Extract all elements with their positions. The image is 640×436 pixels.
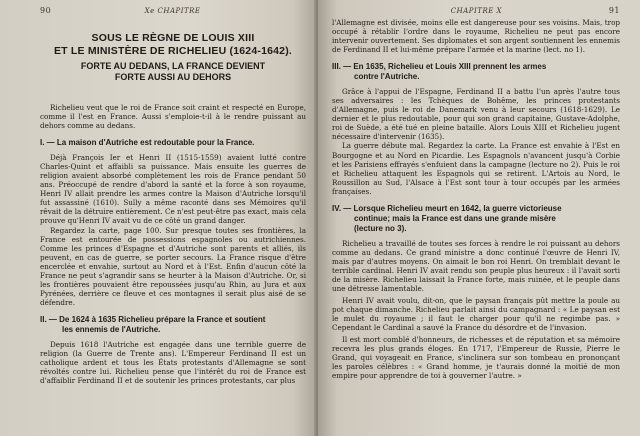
section-2-heading xyxy=(40,315,306,335)
right-running-head xyxy=(332,6,620,18)
section-3-paragraph-1: Grâce à l'appui de l'Espagne, Ferdinand II a battu l'un après l'autre tous ses adversaires : les Tchèques de Bohême, les princes protestants d'Allemagne, puis le roi de Danemark venu à leur secours (1618-1629). Le dernier et le plus redoutable, pour qui son grand capitaine, Gustave-Adolphe, roi de Suède, a été tué en pleine bataille. Alors Louis XIII et Richelieu jugent nécessaire d'intervenir (1635). xyxy=(332,87,620,142)
section-4-heading-line-3: (lecture no 3). xyxy=(354,223,407,233)
section-4-heading-line-2: continue; mais la France est dans une grande misère xyxy=(354,213,556,223)
chapter-title-line-1: SOUS LE RÈGNE DE LOUIS XIII xyxy=(91,32,255,44)
section-2-paragraph-1: Depuis 1618 l'Autriche est engagée dans une terrible guerre de religion (la Guerre de Trente ans). L'Empereur Ferdinand II est un catholique ardent et tous les États protestants d'Allemagne se sont révoltés contre lui. Richelieu pense que l'intérêt du roi de France est d'affaiblir Ferdinand II et de soutenir les princes protestants, car plus xyxy=(40,339,306,386)
section-3-heading-line-1: III. — En 1635, Richelieu et Louis XIII prennent les armes xyxy=(332,62,547,72)
left-chapter-label: Xe CHAPITRE xyxy=(144,7,201,15)
section-3-heading xyxy=(332,62,620,82)
left-page-number: 90 xyxy=(40,6,52,15)
section-1-paragraph-1: Déjà François Ier et Henri II (1515-1559) avaient lutté contre Charles-Quint et affaibli sa puissance. Mais ensuite les guerres de religion avaient absorbé complètement les rois de France pendant 50 ans. Préoccupé de rendre d'abord la santé et la force à son royaume, Henri IV allait prendre les armes contre la Maison d'Autriche lorsqu'il fut assassiné (1610). Sully a même raconté dans ses Mémoires qu'il rêvait de la détruire entièrement. Ce n'est peut-être pas exact, mais cela prouve qu'Henri IV avait vu de ce côté un grand danger. xyxy=(40,153,306,226)
right-page xyxy=(318,0,640,436)
section-2-heading-line-2: les ennemis de l'Autriche. xyxy=(62,324,161,334)
section-4-paragraph-1: Richelieu a travaillé de toutes ses forces à rendre le roi puissant au dehors comme au dedans. Ce grand ministre a donc continué l'œuvre de Henri IV, mais par d'autres moyens. On aimait le bon roi Henri. On tremblait devant le terrible cardinal. Henri IV avait rendu son peuple plus heureux : il l'avait sorti de la misère. Richelieu laissait la France forte, mais ruinée, et le peuple dans une détresse lamentable. xyxy=(332,238,620,293)
right-page-number: 91 xyxy=(608,6,620,15)
section-3-paragraph-2: La guerre débute mal. Regardez la carte. La France est envahie à l'Est en Bourgogne et au Nord en Picardie. Les Espagnols n'avancent jusqu'à Corbie et les Parisiens effrayés s'enfuient dans la campagne (lecture no 2). Puis le roi et Richelieu attaquent les Espagnols qui se retirent. L'Artois au Nord, le Roussillon au Sud, l'Alsace à l'Est sont tour à tour occupés par les armées françaises. xyxy=(332,141,620,196)
section-1-heading: I. — La maison d'Autriche est redoutable pour la France. xyxy=(40,138,255,148)
left-running-head xyxy=(40,6,306,18)
section-4-heading xyxy=(332,204,620,234)
section-4-heading-line-1: IV. — Lorsque Richelieu meurt en 1642, la guerre victorieuse xyxy=(332,203,562,213)
section-1-paragraph-2: Regardez la carte, page 100. Sur presque toutes ses frontières, la France est entourée de possessions espagnoles ou autrichiennes. Comme les princes d'Espagne et d'Autriche sont parents et alliés, ils peuvent, en cas de guerre, se porter secours. La France risque d'être encerclée et envahie, surtout au Nord et à l'Est. Enfin d'aucun côté la France ne peut s'agrandir sans se heurter à la Maison d'Autriche. Or, si les frontières pouvaient être repoussées jusqu'au Rhin, au Jura et aux Pyrénées, derrière ce fleuve et ces montagnes il serait plus aisé de se défendre. xyxy=(40,225,306,307)
intro-paragraph: Richelieu veut que le roi de France soit craint et respecté en Europe, comme il l'est en France. Aussi s'emploie-t-il à le rendre puissant au dehors comme au dedans. xyxy=(40,103,306,131)
right-chapter-label: CHAPITRE X xyxy=(450,7,503,15)
section-3-heading-line-2: contre l'Autriche. xyxy=(354,72,420,82)
section-4-paragraph-3: Il est mort comblé d'honneurs, de richesses et de réputation et sa mémoire recevra les plus grands éloges. En 1717, l'Empereur de Russie, Pierre le Grand, qui voyageait en France, s'inclinera sur son tombeau en prononçant les paroles célèbres : « Grand homme, je t'aurais donné la moitié de mon empire pour apprendre de toi à gouverner l'autre. » xyxy=(332,335,620,381)
section-2-heading-line-1: II. — De 1624 à 1635 Richelieu prépare la France et soutient xyxy=(40,314,266,324)
continuation-paragraph: l'Allemagne est divisée, moins elle est dangereuse pour ses voisins. Mais, trop occupé à rétablir l'ordre dans le royaume, Richelieu ne peut pas encore intervenir ouvertement. Ses diplomates et son argent soutiennent les ennemis de Ferdinand II et lui-même prépare l'armée et la marine (lect. no 1). xyxy=(332,18,620,55)
section-4-paragraph-2: Henri IV avait voulu, dit-on, que le paysan français pût mettre la poule au pot chaque dimanche. Richelieu parlait ainsi du campagnard : « Le paysan est le mulet du royaume ; il faut le charger pour qu'il ne regimbe pas. » Cependant le Cardinal a sauvé la France du désordre et de l'invasion. xyxy=(332,296,620,333)
chapter-subtitle-line-2: FORTE AUSSI AU DEHORS xyxy=(114,72,232,82)
chapter-title-line-2: ET LE MINISTÈRE DE RICHELIEU (1624-1642). xyxy=(53,45,293,57)
left-page xyxy=(0,0,318,436)
chapter-subtitle-line-1: FORTE AU DEDANS, LA FRANCE DEVIENT xyxy=(80,61,266,71)
chapter-title-block xyxy=(40,32,306,83)
